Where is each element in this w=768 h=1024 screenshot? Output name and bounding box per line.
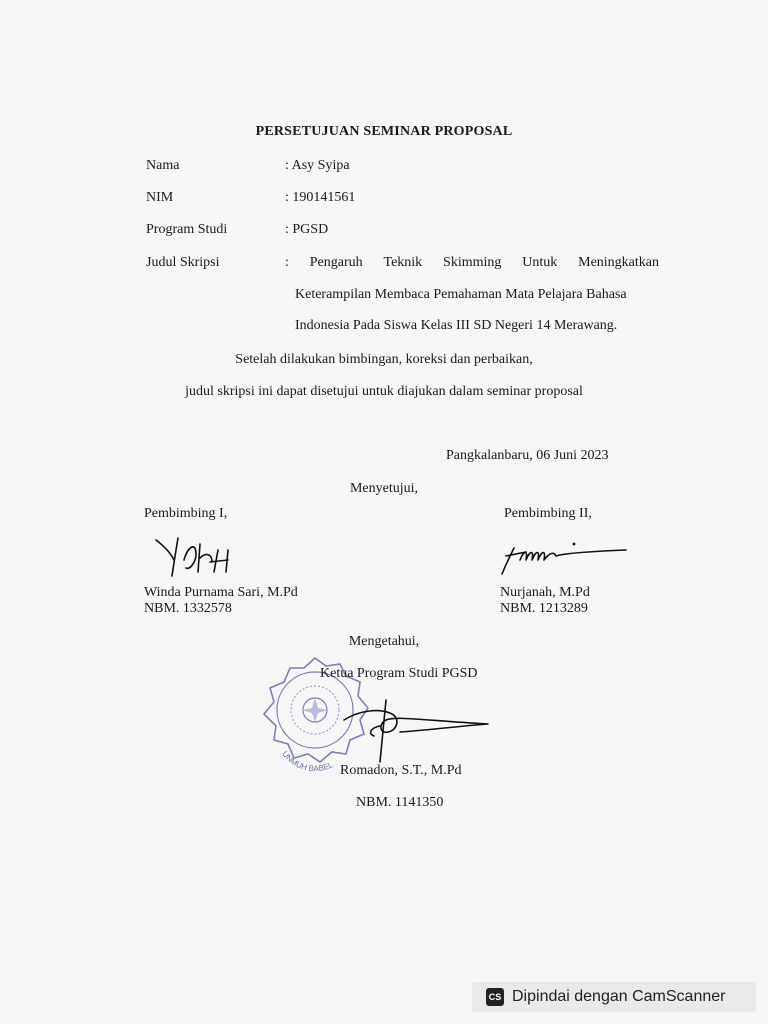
judul-word: Pengaruh [309,255,363,270]
judul-word: Untuk [522,255,558,270]
advisor2-role: Pembimbing II, [504,506,592,521]
document-title: PERSETUJUAN SEMINAR PROPOSAL [255,124,513,139]
judul-colon: : [285,255,289,270]
advisor1-signature [150,532,260,582]
head-role: Ketua Program Studi PGSD [320,666,478,681]
field-value-nim: : 190141561 [285,190,356,205]
advisor2-name: Nurjanah, M.Pd [500,585,590,600]
camscanner-label: Dipindai dengan CamScanner [512,988,726,1005]
advisor1-nbm: NBM. 1332578 [144,601,232,616]
approval-heading: Menyetujui, [349,481,419,496]
head-signature [340,690,500,770]
advisor2-nbm: NBM. 1213289 [500,601,588,616]
statement-line-2: judul skripsi ini dapat disetujui untuk diajukan dalam seminar proposal [185,384,583,399]
statement-line-1: Setelah dilakukan bimbingan, koreksi dan perbaikan, [235,352,533,367]
field-label-prodi: Program Studi [146,222,228,237]
judul-word: Teknik [383,255,423,270]
camscanner-icon: CS [486,988,504,1006]
acknowledge-heading: Mengetahui, [348,634,420,649]
judul-line-3: Indonesia Pada Siswa Kelas III SD Negeri 14 Merawang. [295,318,618,333]
advisor1-role: Pembimbing I, [144,506,228,521]
judul-word: Skimming [443,255,502,270]
head-name: Romadon, S.T., M.Pd [340,763,462,778]
judul-line-2: Keterampilan Membaca Pemahaman Mata Pelajara Bahasa [295,287,627,302]
advisor2-signature [496,538,636,578]
advisor1-name: Winda Purnama Sari, M.Pd [144,585,298,600]
judul-word: Meningkatkan [578,255,659,270]
field-value-nama: : Asy Syipa [285,158,350,173]
field-label-nim: NIM [146,190,174,205]
place-date: Pangkalanbaru, 06 Juni 2023 [446,448,609,463]
field-value-prodi: : PGSD [285,222,329,237]
field-label-judul: Judul Skripsi [146,255,220,270]
camscanner-watermark [472,982,756,1012]
head-nbm: NBM. 1141350 [356,795,444,810]
field-label-nama: Nama [146,158,180,173]
judul-line-1 [285,255,659,271]
stamp-text: UNMUH BABEL [280,749,335,772]
